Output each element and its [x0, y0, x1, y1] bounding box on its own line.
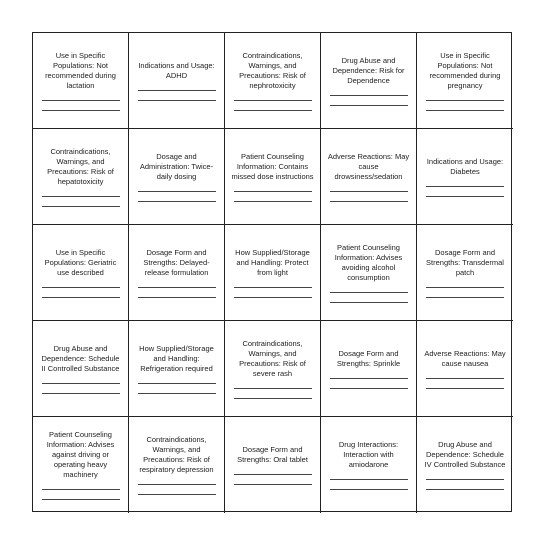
bingo-cell-r1c2[interactable]	[129, 33, 225, 129]
answer-line	[234, 297, 312, 298]
cell-text: Contraindications, Warnings, and Precautions: Risk of hepatotoxicity	[47, 146, 114, 186]
bingo-cell-r4c1[interactable]	[33, 321, 129, 417]
cell-text: Dosage and Administration: Twice-daily dosing	[139, 151, 214, 181]
cell-text: Drug Interactions: Interaction with amiodarone	[338, 440, 399, 469]
bingo-cell-r1c1[interactable]	[33, 33, 129, 129]
bingo-cell-r2c1[interactable]	[33, 129, 129, 225]
bingo-cell-r3c1[interactable]	[33, 225, 129, 321]
bingo-cell-r1c4[interactable]	[321, 33, 417, 129]
cell-text: Contraindications, Warnings, and Precautions: Risk of severe rash	[239, 338, 306, 378]
answer-line	[234, 110, 312, 111]
bingo-cell-r5c5[interactable]	[417, 417, 513, 513]
answer-line	[138, 393, 216, 394]
answer-line	[426, 110, 504, 111]
answer-line	[234, 100, 312, 101]
cell-text: Adverse Reactions: May cause drowsiness/sedation	[327, 151, 410, 181]
answer-line	[330, 191, 408, 192]
answer-line	[42, 297, 120, 298]
answer-line	[330, 302, 408, 303]
cell-text: How Supplied/Storage and Handling: Protect from light	[235, 247, 310, 277]
answer-line	[330, 388, 408, 389]
answer-line	[426, 100, 504, 101]
answer-line	[138, 191, 216, 192]
answer-line	[234, 201, 312, 202]
cell-text: Contraindications, Warnings, and Precautions: Risk of respiratory depression	[139, 435, 214, 474]
answer-line	[42, 393, 120, 394]
bingo-cell-r2c2[interactable]	[129, 129, 225, 225]
answer-line	[426, 196, 504, 197]
bingo-cell-r5c2[interactable]	[129, 417, 225, 513]
bingo-cell-r2c4[interactable]	[321, 129, 417, 225]
bingo-cell-r3c5[interactable]	[417, 225, 513, 321]
cell-text: How Supplied/Storage and Handling: Refrigeration required	[139, 343, 214, 373]
bingo-cell-r3c2[interactable]	[129, 225, 225, 321]
answer-line	[330, 201, 408, 202]
bingo-cell-r5c1[interactable]	[33, 417, 129, 513]
answer-line	[426, 297, 504, 298]
answer-line	[138, 484, 216, 485]
answer-line	[426, 378, 504, 379]
answer-line	[234, 191, 312, 192]
answer-line	[42, 383, 120, 384]
cell-text: Drug Abuse and Dependence: Schedule II Controlled Substance	[41, 343, 120, 373]
cell-text: Indications and Usage: ADHD	[138, 60, 215, 80]
cell-text: Use in Specific Populations: Not recommended during lactation	[45, 50, 116, 90]
answer-line	[42, 489, 120, 490]
cell-text: Patient Counseling Information: Advises against driving or operating heavy machinery	[46, 430, 115, 479]
cell-text: Dosage Form and Strengths: Delayed-release formulation	[143, 247, 210, 277]
answer-line	[426, 388, 504, 389]
cell-text: Dosage Form and Strengths: Oral tablet	[237, 445, 308, 464]
answer-line	[138, 201, 216, 202]
answer-line	[138, 287, 216, 288]
answer-line	[138, 90, 216, 91]
bingo-cell-r1c5[interactable]	[417, 33, 513, 129]
cell-text: Drug Abuse and Dependence: Risk for Dependence	[332, 55, 405, 85]
answer-line	[330, 105, 408, 106]
bingo-cell-r4c4[interactable]	[321, 321, 417, 417]
bingo-cell-r2c3[interactable]	[225, 129, 321, 225]
answer-line	[426, 287, 504, 288]
bingo-cell-r4c2[interactable]	[129, 321, 225, 417]
bingo-board	[32, 32, 512, 512]
answer-line	[330, 292, 408, 293]
cell-text: Patient Counseling Information: Contains missed dose instructions	[231, 151, 314, 181]
answer-line	[426, 489, 504, 490]
cell-text: Patient Counseling Information: Advises avoiding alcohol consumption	[334, 242, 403, 282]
answer-line	[234, 388, 312, 389]
bingo-cell-r4c5[interactable]	[417, 321, 513, 417]
answer-line	[330, 489, 408, 490]
cell-text: Adverse Reactions: May cause nausea	[424, 348, 506, 368]
cell-text: Use in Specific Populations: Not recommended during pregnancy	[429, 50, 501, 90]
answer-line	[42, 499, 120, 500]
cell-text: Drug Abuse and Dependence: Schedule IV Controlled Substance	[424, 440, 506, 469]
answer-line	[42, 287, 120, 288]
answer-line	[42, 100, 120, 101]
answer-line	[234, 398, 312, 399]
answer-line	[330, 378, 408, 379]
bingo-cell-r4c3[interactable]	[225, 321, 321, 417]
answer-line	[234, 474, 312, 475]
bingo-cell-r3c4[interactable]	[321, 225, 417, 321]
answer-line	[42, 206, 120, 207]
answer-line	[330, 95, 408, 96]
bingo-cell-r5c4[interactable]	[321, 417, 417, 513]
answer-line	[138, 383, 216, 384]
answer-line	[138, 494, 216, 495]
cell-text: Contraindications, Warnings, and Precautions: Risk of nephrotoxicity	[239, 50, 306, 90]
answer-line	[42, 196, 120, 197]
cell-text: Dosage Form and Strengths: Sprinkle	[336, 348, 401, 368]
answer-line	[426, 186, 504, 187]
answer-line	[42, 110, 120, 111]
answer-line	[234, 287, 312, 288]
answer-line	[138, 100, 216, 101]
answer-line	[426, 479, 504, 480]
answer-line	[234, 484, 312, 485]
cell-text: Dosage Form and Strengths: Transdermal patch	[426, 247, 504, 277]
bingo-cell-r5c3[interactable]	[225, 417, 321, 513]
bingo-cell-r2c5[interactable]	[417, 129, 513, 225]
bingo-cell-r3c3[interactable]	[225, 225, 321, 321]
answer-line	[330, 479, 408, 480]
bingo-cell-r1c3[interactable]	[225, 33, 321, 129]
answer-line	[138, 297, 216, 298]
cell-text: Indications and Usage: Diabetes	[426, 156, 504, 176]
cell-text: Use in Specific Populations: Geriatric use described	[44, 247, 117, 277]
